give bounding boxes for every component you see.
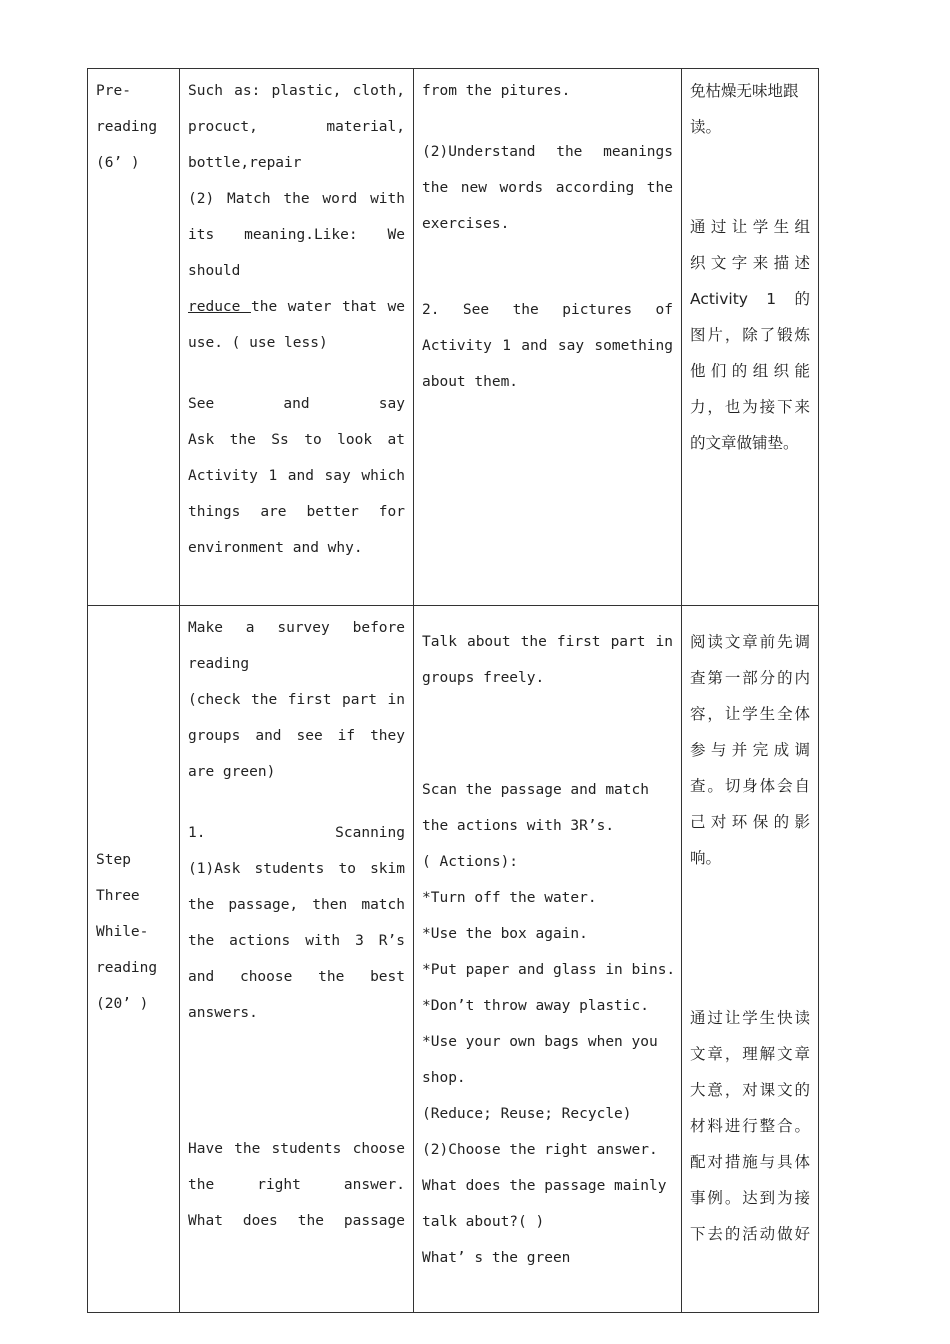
text-line: the actions with 3R’s. xyxy=(422,818,615,834)
teacher-text-intro xyxy=(188,73,405,289)
lesson-plan-table xyxy=(87,68,819,1313)
text-line: (6’ ) xyxy=(96,155,140,171)
text-line: Talk about the first part in xyxy=(422,634,673,650)
text-line: procuct, material, xyxy=(188,119,405,135)
text-line: reading xyxy=(96,119,158,135)
text-line: 配对措施与具体 xyxy=(690,1153,810,1171)
text-line: 容，让学生全体 xyxy=(690,705,810,723)
text-line: (20’ ) xyxy=(96,996,149,1012)
text-line: Have the students choose xyxy=(188,1141,405,1157)
text-line: What’ s the green xyxy=(422,1250,571,1266)
text-line: 材料进行整合。 xyxy=(690,1117,810,1135)
table-row-while-reading xyxy=(88,606,819,1313)
text-line: from the pitures. xyxy=(422,83,571,99)
text-line: Ask the Ss to look at xyxy=(188,432,405,448)
teacher-text-see-say xyxy=(188,386,405,566)
stage-text xyxy=(96,842,171,1022)
text-line: the new words according the xyxy=(422,180,673,196)
teacher-activity-cell xyxy=(180,69,414,606)
reduce-word: reduce xyxy=(188,299,251,315)
purpose-text-a xyxy=(690,73,810,145)
text-line: 查。切身体会自 xyxy=(690,777,810,795)
text-line: the passage, then match xyxy=(188,897,405,913)
stage-cell xyxy=(88,606,180,1313)
text-line: 1. Scanning xyxy=(188,825,405,841)
teacher-activity-cell xyxy=(180,606,414,1313)
student-activity-cell xyxy=(414,606,682,1313)
text-line: 通过让学生组 xyxy=(690,218,810,236)
text-line: should xyxy=(188,263,241,279)
text-line: What does the passage xyxy=(188,1213,405,1229)
text-line: groups freely. xyxy=(422,670,545,686)
text-line: environment and why. xyxy=(188,540,363,556)
text-line: What does the passage mainly xyxy=(422,1178,667,1194)
table-row-pre-reading xyxy=(88,69,819,606)
text-line: and choose the best xyxy=(188,969,405,985)
text-line: shop. xyxy=(422,1070,466,1086)
student-text-understand xyxy=(422,134,673,242)
text-line: groups and see if they xyxy=(188,728,405,744)
purpose-text-b xyxy=(690,209,810,461)
text-line: (2) Match the word with xyxy=(188,191,405,207)
teacher-text-choose xyxy=(188,1131,405,1239)
text-line: exercises. xyxy=(422,216,510,232)
text-line: See and say xyxy=(188,396,405,412)
text-line: 他们的组织能 xyxy=(690,362,810,380)
text-line: *Don’t throw away plastic. xyxy=(422,998,649,1014)
text-line: 读。 xyxy=(690,118,722,136)
text-line: Pre- xyxy=(96,83,131,99)
text-line: *Put paper and glass in bins. xyxy=(422,962,676,978)
student-text-see xyxy=(422,292,673,400)
teacher-text-survey xyxy=(188,610,405,790)
purpose-text-a xyxy=(690,624,810,876)
student-activity-cell xyxy=(414,69,682,606)
text-line: *Use the box again. xyxy=(422,926,588,942)
text-line: Such as: plastic, cloth, xyxy=(188,83,405,99)
text-line: 查第一部分的内 xyxy=(690,669,810,687)
text-line: Activity 1 and say which xyxy=(188,468,405,484)
text-line: are green) xyxy=(188,764,276,780)
text-line: Three xyxy=(96,888,140,904)
text-line: 事例。达到为接 xyxy=(690,1189,810,1207)
teacher-text-use xyxy=(188,325,405,361)
text-line: Scan the passage and match xyxy=(422,782,649,798)
purpose-cell xyxy=(682,69,819,606)
text-line: its meaning.Like: We xyxy=(188,227,405,243)
text-line: 通过让学生快读 xyxy=(690,1009,810,1027)
purpose-cell xyxy=(682,606,819,1313)
text-line: 免枯燥无味地跟 xyxy=(690,82,799,100)
text-line: (1)Ask students to skim xyxy=(188,861,405,877)
text-line: 文章，理解文章 xyxy=(690,1045,810,1063)
text-line: 己对环保的影 xyxy=(690,813,810,831)
stage-cell xyxy=(88,69,180,606)
text-line: 的文章做铺垫。 xyxy=(690,434,799,452)
text-line: reading xyxy=(96,960,158,976)
text-line: *Use your own bags when you xyxy=(422,1034,658,1050)
text-line: (check the first part in xyxy=(188,692,405,708)
text-line: the actions with 3 R’s xyxy=(188,933,405,949)
text-line: Activity 1 的 xyxy=(690,290,810,308)
text-line: 织文字来描述 xyxy=(690,254,810,272)
text-line: 下去的活动做好 xyxy=(690,1225,810,1243)
text-line: 2. See the pictures of xyxy=(422,302,673,318)
text-line: bottle,repair xyxy=(188,155,302,171)
text-line: 阅读文章前先调 xyxy=(690,633,810,651)
text-line: (2)Understand the meanings xyxy=(422,144,673,160)
student-text-scan xyxy=(422,772,676,1276)
text-line: reading xyxy=(188,656,250,672)
text-line: 参与并完成调 xyxy=(690,741,810,759)
text-line: answers. xyxy=(188,1005,258,1021)
text-line: ( Actions): xyxy=(422,854,519,870)
text-line: 图片，除了锻炼 xyxy=(690,326,810,344)
reduce-line xyxy=(188,289,405,325)
text-line: (2)Choose the right answer. xyxy=(422,1142,658,1158)
text-line: 力，也为接下来 xyxy=(690,398,810,416)
text-line: talk about?( ) xyxy=(422,1214,545,1230)
text-line: Make a survey before xyxy=(188,620,405,636)
purpose-text-b xyxy=(690,1000,810,1252)
text-line: Step xyxy=(96,852,131,868)
text-line: (Reduce; Reuse; Recycle) xyxy=(422,1106,632,1122)
text-line: Activity 1 and say something xyxy=(422,338,673,354)
text-line: things are better for xyxy=(188,504,405,520)
text-line: the right answer. xyxy=(188,1177,405,1193)
student-text-pictures xyxy=(422,73,673,109)
reduce-rest: the water that we xyxy=(250,299,405,315)
text-line: 大意，对课文的 xyxy=(690,1081,810,1099)
text-line: *Turn off the water. xyxy=(422,890,597,906)
stage-text xyxy=(88,69,179,185)
teacher-text-scanning xyxy=(188,815,405,1031)
text-line: While- xyxy=(96,924,149,940)
text-line: 响。 xyxy=(690,849,722,867)
text-line: use. ( use less) xyxy=(188,335,328,351)
student-text-talk xyxy=(422,624,673,696)
text-line: about them. xyxy=(422,374,519,390)
